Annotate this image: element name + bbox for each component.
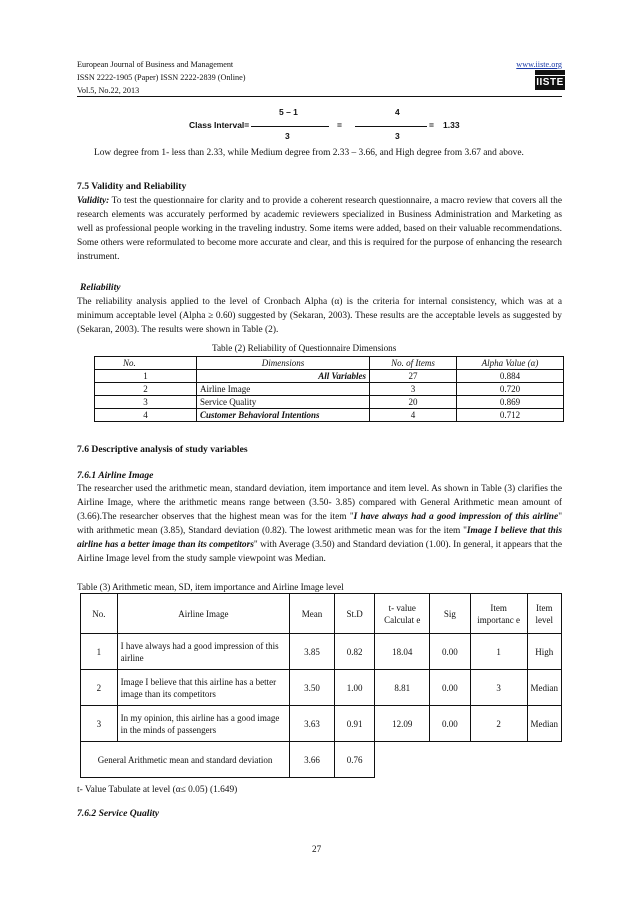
validity-paragraph: [77, 194, 562, 264]
cell-mean: 3.63: [290, 706, 335, 742]
cell-level: High: [527, 634, 562, 670]
t-value-note: t- Value Tabulate at level (α≤ 0.05) (1.649): [77, 785, 238, 795]
cell-items: 3: [370, 383, 457, 396]
cell-level: Median: [527, 670, 562, 706]
cell-sig: 0.00: [430, 706, 471, 742]
cell-no: 3: [81, 706, 118, 742]
col-items: No. of Items: [370, 357, 457, 370]
cell-std: 0.82: [334, 634, 375, 670]
formula-denominator-2: 3: [395, 131, 400, 141]
cell-alpha: 0.712: [457, 409, 564, 422]
cell-item: I have always had a good impression of this airline: [117, 634, 290, 670]
cell-no: 2: [81, 670, 118, 706]
formula-numerator-2: 4: [395, 107, 400, 117]
cell-t-value: 8.81: [375, 670, 430, 706]
cell-level: Median: [527, 706, 562, 742]
table-header-row: [81, 594, 562, 634]
subsection-heading-7-6-2: 7.6.2 Service Quality: [77, 808, 160, 819]
table2-caption: Table (2) Reliability of Questionnaire Dimensions: [212, 343, 397, 353]
reliability-heading: Reliability: [80, 282, 121, 293]
cell-importance: 1: [470, 634, 527, 670]
iiste-logo: IISTE: [536, 77, 564, 88]
formula-denominator: 3: [285, 131, 290, 141]
airline-image-table: [80, 593, 562, 778]
cell-alpha: 0.720: [457, 383, 564, 396]
col-mean: Mean: [290, 594, 335, 634]
airline-image-paragraph: [77, 482, 562, 566]
journal-url-link[interactable]: www.iiste.org: [516, 60, 562, 69]
subsection-heading-7-6-1: 7.6.1 Airline Image: [77, 470, 154, 481]
reliability-table: [94, 356, 564, 422]
fraction-line: [251, 126, 329, 127]
blank-cell: [375, 742, 562, 778]
table-general-row: [81, 742, 562, 778]
cell-std: 1.00: [334, 670, 375, 706]
cell-sig: 0.00: [430, 634, 471, 670]
cell-general-mean: 3.66: [290, 742, 335, 778]
cell-sig: 0.00: [430, 670, 471, 706]
cell-t-value: 12.09: [375, 706, 430, 742]
journal-name: European Journal of Business and Management: [77, 60, 234, 69]
text-segment: " with arithmetic mean (3.85), Standard deviation (0.82). The lowest arithmetic mean was for the item ": [77, 512, 563, 536]
degree-paragraph: Low degree from 1- less than 2.33, while Medium degree from 2.33 – 3.66, and High degree from 3.67 and above.: [94, 148, 524, 158]
formula-label: Class Interval=: [189, 120, 250, 130]
text-segment: " with Average (3.50) and Standard deviation (1.00). In general, it appears that the Airline Image level from the study sample viewpoint was Median.: [77, 540, 562, 564]
col-std: St.D: [334, 594, 375, 634]
formula-equals-2: =: [429, 120, 434, 130]
cell-alpha: 0.884: [457, 370, 564, 383]
cell-no: 1: [95, 370, 197, 383]
validity-label: Validity:: [77, 196, 110, 206]
quoted-item-2: Image I believe that this airline has a better image than its competitors: [77, 526, 562, 550]
cell-t-value: 18.04: [375, 634, 430, 670]
fraction-line-2: [355, 126, 427, 127]
table-row: [95, 396, 564, 409]
cell-no: 4: [95, 409, 197, 422]
validity-text: To test the questionnaire for clarity and to provide a coherent research questionnaire, a macro review that covers all the research elements was accurately performed by academic reviewers specialized in Business Administration and Marketing as well as professional people working in the traveling industry. Some items were added, based on their valuable recommendations. Some others were reformulated to become more accurate and clear, and this is required for the purpose of enhancing the research instrument.: [77, 196, 562, 262]
table-row: [81, 706, 562, 742]
cell-no: 1: [81, 634, 118, 670]
col-level: Item level: [527, 594, 562, 634]
cell-dimension: Service Quality: [197, 396, 370, 409]
cell-items: 27: [370, 370, 457, 383]
table3-caption: Table (3) Arithmetic mean, SD, item importance and Airline Image level: [77, 582, 344, 592]
journal-issn: ISSN 2222-1905 (Paper) ISSN 2222-2839 (Online): [77, 73, 246, 82]
table-row: [95, 409, 564, 422]
cell-importance: 3: [470, 670, 527, 706]
text-segment: The researcher used the arithmetic mean, standard deviation, item importance and item level. As shown in Table (3) clarifies the Airline Image, where the arithmetic means range between (3.50- 3.85) compared with General Arithmetic mean amount of (3.66).The researcher observes that the highest mean was for the item ": [77, 484, 562, 522]
cell-dimension: Airline Image: [197, 383, 370, 396]
formula-result: 1.33: [443, 120, 460, 130]
table-row: [81, 670, 562, 706]
journal-header: [77, 58, 562, 97]
formula-numerator: 5 – 1: [279, 107, 298, 117]
col-dimensions: Dimensions: [197, 357, 370, 370]
cell-no: 3: [95, 396, 197, 409]
col-no: No.: [95, 357, 197, 370]
cell-items: 4: [370, 409, 457, 422]
class-interval-formula: [189, 106, 464, 150]
col-importance: Item importanc e: [470, 594, 527, 634]
cell-items: 20: [370, 396, 457, 409]
cell-std: 0.91: [334, 706, 375, 742]
cell-item: Image I believe that this airline has a better image than its competitors: [117, 670, 290, 706]
cell-importance: 2: [470, 706, 527, 742]
col-t-value: t- value Calculat e: [375, 594, 430, 634]
cell-alpha: 0.869: [457, 396, 564, 409]
col-no: No.: [81, 594, 118, 634]
header-rule: [77, 96, 562, 97]
cell-general-std: 0.76: [334, 742, 375, 778]
cell-mean: 3.85: [290, 634, 335, 670]
cell-dimension: All Variables: [197, 370, 370, 383]
section-heading-7-5: 7.5 Validity and Reliability: [77, 181, 187, 192]
cell-no: 2: [95, 383, 197, 396]
cell-dimension: Customer Behavioral Intentions: [197, 409, 370, 422]
formula-equals: =: [337, 120, 342, 130]
col-sig: Sig: [430, 594, 471, 634]
cell-mean: 3.50: [290, 670, 335, 706]
reliability-paragraph: The reliability analysis applied to the level of Cronbach Alpha (α) is the criteria for internal consistency, which was at a minimum acceptable level (Alpha ≥ 0.60) suggested by (Sekaran, 2003). These results are the acceptable levels as suggested by (Sekaran, 2003). The results were shown in Table (2).: [77, 297, 562, 335]
table-row: [95, 383, 564, 396]
col-alpha: Alpha Value (α): [457, 357, 564, 370]
journal-volume: Vol.5, No.22, 2013: [77, 86, 140, 95]
table-row: [81, 634, 562, 670]
section-heading-7-6: 7.6 Descriptive analysis of study variables: [77, 444, 248, 455]
page-number: 27: [312, 844, 322, 854]
cell-item: In my opinion, this airline has a good image in the minds of passengers: [117, 706, 290, 742]
table-header-row: [95, 357, 564, 370]
cell-general-label: General Arithmetic mean and standard deviation: [81, 742, 290, 778]
quoted-item-1: I have always had a good impression of this airline: [353, 512, 559, 522]
logo-bar: [535, 70, 565, 75]
table-row: [95, 370, 564, 383]
col-airline-image: Airline Image: [117, 594, 290, 634]
